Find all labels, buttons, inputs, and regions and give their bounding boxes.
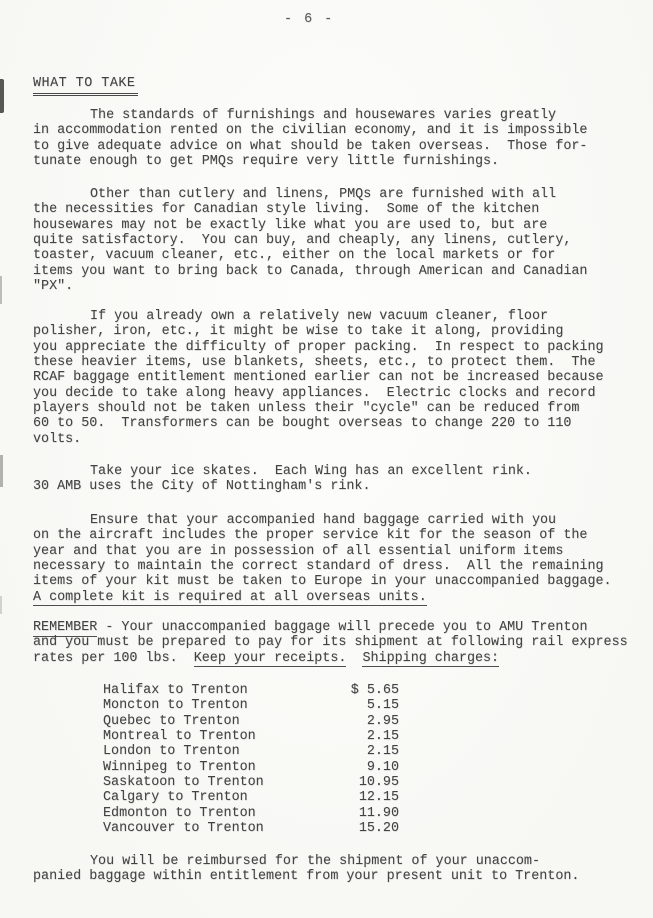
table-row	[33, 806, 639, 821]
paragraph-standards	[33, 108, 639, 169]
text-line: Take your ice skates. Each Wing has an excellent rink.	[90, 464, 532, 479]
route-cell: Quebec to Trenton	[103, 713, 240, 729]
charge-cell: 11.90	[358, 805, 399, 821]
text-line: The standards of furnishings and housewares varies greatly	[90, 108, 557, 123]
route-cell: Edmonton to Trenton	[103, 805, 256, 821]
scan-edge-artifact	[0, 276, 2, 304]
charge-cell: 2.15	[366, 729, 399, 745]
route-cell: Calgary to Trenton	[103, 790, 248, 806]
text-line: toaster, vacuum cleaner, etc., either on the local markets or for	[33, 248, 556, 264]
paragraph-reimbursement	[33, 854, 639, 885]
text-line: the necessities for Canadian style living. Some of the kitchen	[33, 202, 540, 218]
text-line	[33, 620, 639, 635]
table-row	[33, 698, 639, 713]
section-heading: WHAT TO TAKE	[33, 76, 138, 96]
table-row	[33, 760, 639, 775]
text-line	[33, 651, 639, 666]
paragraph-ice-skates	[33, 464, 639, 495]
underlined-sentence: A complete kit is required at all overseas units.	[33, 589, 427, 605]
table-row	[33, 790, 639, 805]
charge-cell: 2.95	[366, 713, 399, 729]
text-line: and you must be prepared to pay for its shipment at following rail express	[33, 635, 628, 651]
remember-text: - Your unaccompanied baggage will precede you to AMU Trenton	[97, 620, 588, 635]
route-cell: Moncton to Trenton	[103, 698, 248, 714]
text-line: Other than cutlery and linens, PMQs are furnished with all	[90, 187, 557, 202]
text-line-underlined	[33, 590, 639, 605]
scan-edge-artifact	[0, 79, 4, 113]
shipping-charges-table	[33, 683, 639, 836]
charge-cell: 15.20	[358, 821, 399, 837]
text-line: tunate enough to get PMQs require very little furnishings.	[33, 154, 500, 170]
charge-cell: $ 5.65	[350, 683, 399, 698]
table-row	[33, 683, 639, 698]
text-line: Ensure that your accompanied hand baggage carried with you	[90, 513, 557, 528]
text-line: volts.	[33, 431, 82, 447]
page-number: - 6 -	[284, 12, 335, 27]
remember-text: rates per 100 lbs.	[33, 650, 194, 666]
charge-cell: 12.15	[358, 790, 399, 806]
text-line: necessary to maintain the correct standard of dress. All the remaining	[33, 559, 604, 575]
route-cell: Montreal to Trenton	[103, 729, 256, 745]
text-line: 60 to 50. Transformers can be bought overseas to change 220 to 110	[33, 416, 572, 432]
route-cell: Halifax to Trenton	[103, 683, 248, 698]
charge-cell: 9.10	[366, 759, 399, 775]
shipping-charges-underlined: Shipping charges:	[362, 650, 500, 666]
scan-edge-artifact	[0, 455, 3, 487]
text-line: items you want to bring back to Canada, through American and Canadian	[33, 263, 588, 279]
paragraph-appliances	[33, 309, 639, 447]
keep-receipts-underlined: Keep your receipts.	[193, 650, 347, 666]
charge-cell: 2.15	[366, 744, 399, 760]
paragraph-hand-baggage	[33, 513, 639, 605]
text-line: You will be reimbursed for the shipment of your unaccom-	[90, 854, 540, 869]
route-cell: Vancouver to Trenton	[103, 821, 264, 837]
remember-label: REMEMBER	[33, 620, 98, 635]
scan-edge-artifact	[0, 596, 2, 614]
text-line: quite satisfactory. You can buy, and cheaply, any linens, cutlery,	[33, 233, 572, 249]
table-row	[33, 744, 639, 759]
charge-cell: 5.15	[366, 698, 399, 714]
text-line: RCAF baggage entitlement mentioned earlier can not be increased because	[33, 370, 604, 386]
text-line: to give adequate advice on what should be taken overseas. Those for-	[33, 138, 588, 154]
text-line: in accommodation rented on the civilian economy, and it is impossible	[33, 123, 588, 139]
text-line: you appreciate the difficulty of proper packing. In respect to packing	[33, 339, 604, 355]
text-line: housewares may not be exactly like what you are used to, but are	[33, 217, 548, 233]
text-line: polisher, iron, etc., it might be wise to take it along, providing	[33, 324, 564, 340]
text-line: players should not be taken unless their "cycle" can be reduced from	[33, 401, 580, 417]
text-line: year and that you are in possession of all essential uniform items	[33, 543, 564, 559]
table-row	[33, 775, 639, 790]
table-row	[33, 821, 639, 836]
paragraph-remember	[33, 620, 639, 666]
table-row	[33, 714, 639, 729]
text-line: items of your kit must be taken to Europe in your unaccompanied baggage.	[33, 574, 612, 590]
paragraph-pmq-furnishings	[33, 187, 639, 294]
text-line: these heavier items, use blankets, sheets, etc., to protect them. The	[33, 355, 596, 371]
text-line: on the aircraft includes the proper service kit for the season of the	[33, 528, 588, 544]
route-cell: Winnipeg to Trenton	[103, 759, 256, 775]
table-row	[33, 729, 639, 744]
text-line: panied baggage within entitlement from your present unit to Trenton.	[33, 869, 580, 885]
charge-cell: 10.95	[358, 775, 399, 791]
route-cell: London to Trenton	[103, 744, 240, 760]
text-line: you decide to take along heavy appliances. Electric clocks and record	[33, 385, 596, 401]
route-cell: Saskatoon to Trenton	[103, 775, 264, 791]
text-line: If you already own a relatively new vacuum cleaner, floor	[90, 309, 549, 324]
remember-text	[346, 651, 362, 666]
text-line: 30 AMB uses the City of Nottingham's rink.	[33, 479, 371, 495]
text-line: "PX".	[33, 279, 74, 295]
